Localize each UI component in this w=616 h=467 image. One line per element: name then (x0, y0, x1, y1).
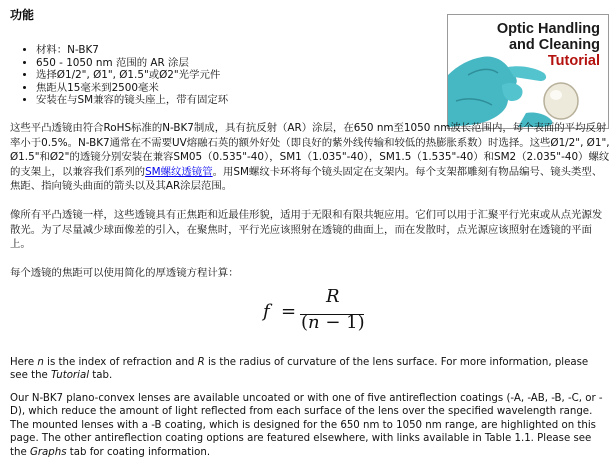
formula-lhs: f (263, 301, 270, 322)
description-paragraph-3: 每个透镜的焦距可以使用简化的厚透镜方程计算： (10, 267, 239, 279)
description-paragraph-5 (10, 392, 608, 459)
formula-equals: = (281, 301, 297, 322)
optic-handling-tutorial-banner[interactable] (447, 14, 609, 129)
p1-text-end: 。用SM螺纹卡环将每个镜头固定在支架内。每个支架都雕刻有物品编号、镜头类型、焦距、指向镜头曲面的箭头以及其AR涂层范围。 (10, 165, 603, 192)
feature-item: • 选择Ø1/2", Ø1", Ø1.5"或Ø2"光学元件 (36, 69, 416, 82)
graphs-tab-reference: Graphs (29, 446, 67, 458)
focal-length-formula (263, 286, 373, 340)
p4-n: n (37, 357, 44, 368)
formula-numerator: R (326, 286, 340, 307)
description-paragraph-1 (10, 121, 610, 194)
den-open: ( (301, 312, 309, 333)
feature-item: • 安装在与SM兼容的镜头座上，带有固定环 (36, 94, 416, 107)
den-rest: − 1) (319, 312, 365, 333)
formula-denominator (301, 312, 365, 333)
description-paragraph-4 (10, 356, 608, 383)
feature-list (22, 44, 416, 107)
feature-item: • 650 - 1050 nm 范围的 AR 涂层 (36, 57, 416, 70)
p5-main: Our N-BK7 plano-convex lenses are available uncoated or with one of five antireflection coatings (-A, -AB, -B, -C, or -D), which reduce the amount of light reflected from each surface of the lens over the specified wavelength range. The mounted lenses with a -B coating, which is designed for the 650 nm to 1050 nm range, are highlighted on this page. The other antireflection coating options are featured elsewhere, with links available in Table 1.1. Please see the (10, 393, 603, 458)
p5-end: tab for coating information. (66, 446, 211, 458)
tutorial-tab-reference: Tutorial (51, 370, 90, 382)
tutorial-banner-title (497, 21, 600, 69)
p4-r: R (197, 357, 205, 368)
p4-end: tab. (89, 370, 113, 382)
tutorial-line-1: Optic Handling (496, 21, 600, 37)
sm-threaded-lens-tubes-link[interactable]: SM螺纹透镜管 (145, 165, 213, 178)
p4-prefix: Here (10, 357, 38, 368)
p4-mid2: is the radius of curvature of the lens surface. For more information, please see the (10, 357, 589, 382)
p1-text: 这些平凸透镜由符合RoHS标准的N-BK7制成，具有抗反射（AR）涂层，在650 nm至1050 nm波长范围内，每个表面的平均反射率小于0.5%。N-BK7通常在不需要UV熔融石英的额外好处（即良好的紫外线传输和较低的热膨胀系数）时选择。这些Ø1/2", Ø1", Ø1.5"和Ø2"的透镜分别安装在兼容SM05（0.535"-40），SM1（1.035"-40），SM1.5（1.535"-40）和SM2（2.035"-40）螺纹的支架上，以兼容我们系列的 (10, 122, 610, 178)
tutorial-line-3: Tutorial (547, 53, 600, 69)
tutorial-line-2: and Cleaning (508, 37, 600, 53)
p4-mid1: is the index of refraction and (43, 357, 198, 368)
den-n: n (308, 312, 320, 333)
description-paragraph-2: 像所有平凸透镜一样，这些透镜具有正焦距和近最佳形貌，适用于无限和有限共轭应用。它们可以用于汇聚平行光束或从点光源发散光。为了尽量减少球面像差的引入，在聚焦时，平行光应该照射在透镜的曲面上，而在发散时，点光源应该照射在透镜的平面上。 (10, 209, 603, 250)
feature-item: • 材料：N-BK7 (36, 44, 416, 57)
feature-item: • 焦距从15毫米到2500毫米 (36, 82, 416, 95)
section-title: 功能 (10, 8, 35, 22)
